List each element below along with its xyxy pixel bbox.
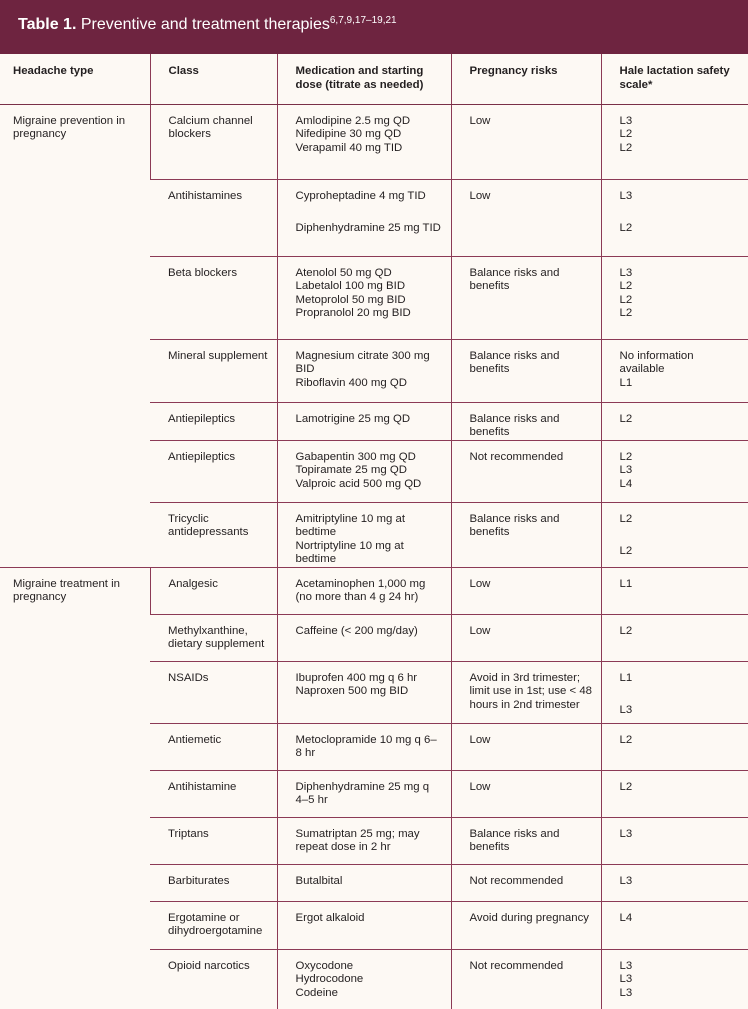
hale-scale-cell (601, 567, 748, 614)
hale-scale-cell-line: L2 (619, 450, 633, 463)
hale-scale-cell (601, 502, 748, 567)
hale-scale-cell-line: L3 (619, 986, 633, 999)
medication-cell-line: Labetalol 100 mg BID (295, 280, 406, 292)
medication-cell (277, 723, 451, 770)
header-pregnancy-risks: Pregnancy risks (451, 54, 601, 104)
hale-scale-cell-line: L1 (619, 671, 633, 684)
medication-cell-line: Gabapentin 300 mg QD (295, 450, 416, 463)
pregnancy-risk-cell: Not recommended (451, 864, 601, 901)
hale-scale-cell-line: L2 (619, 293, 633, 306)
class-cell: Antihistamines (150, 179, 277, 256)
hale-scale-cell-line: No information available (619, 349, 694, 375)
medication-cell (277, 502, 451, 567)
pregnancy-risk-cell: Balance risks and benefits (451, 502, 601, 567)
hale-scale-cell-line: L1 (619, 577, 633, 590)
medication-cell-line: Nortriptyline 10 mg at bedtime (295, 539, 404, 565)
hale-scale-cell-line: L2 (619, 280, 633, 292)
header-medication: Medication and starting dose (titrate as needed) (277, 54, 451, 104)
table-title (0, 0, 748, 54)
medication-cell (277, 614, 451, 661)
medication-cell-line: Nifedipine 30 mg QD (295, 128, 402, 140)
hale-scale-cell-line: L3 (619, 189, 633, 202)
pregnancy-risk-cell: Low (451, 723, 601, 770)
medication-cell-line: Hydrocodone (295, 973, 364, 985)
hale-scale-cell (601, 440, 748, 502)
medication-cell (277, 949, 451, 1009)
class-cell: Opioid narcotics (150, 949, 277, 1009)
hale-scale-cell-line (620, 685, 741, 704)
medication-cell-line: Naproxen 500 mg BID (295, 685, 409, 697)
table-title-text: Preventive and treatment therapies (76, 16, 330, 33)
header-headache-type: Headache type (0, 54, 150, 104)
hale-scale-cell-line: L2 (619, 412, 633, 425)
medication-cell (277, 104, 451, 179)
hale-scale-cell (601, 864, 748, 901)
class-cell: Antiemetic (150, 723, 277, 770)
class-cell: Analgesic (150, 567, 277, 614)
medication-cell-line: Cyproheptadine 4 mg TID (295, 189, 426, 202)
pregnancy-risk-cell: Low (451, 104, 601, 179)
table-body (0, 104, 748, 1009)
medication-cell-line: Amlodipine 2.5 mg QD (295, 114, 411, 127)
pregnancy-risk-cell: Low (451, 179, 601, 256)
headache-type-cell: Migraine prevention in pregnancy (0, 104, 150, 567)
medication-cell-line: Lamotrigine 25 mg QD (295, 412, 411, 425)
hale-scale-cell-line (620, 526, 741, 545)
therapies-table (0, 54, 748, 1009)
class-cell: Antiepileptics (150, 440, 277, 502)
pregnancy-risk-cell: Avoid in 3rd trimester; limit use in 1st; use < 48 hours in 2nd trimester (451, 661, 601, 723)
header-class: Class (150, 54, 277, 104)
hale-scale-cell-line: L2 (619, 780, 633, 793)
medication-cell-line: Ibuprofen 400 mg q 6 hr (295, 671, 418, 684)
hale-scale-cell-line: L2 (619, 545, 633, 557)
medication-cell (277, 567, 451, 614)
hale-scale-cell-line: L4 (619, 477, 633, 490)
hale-scale-cell-line: L3 (619, 266, 633, 279)
hale-scale-cell (601, 817, 748, 864)
hale-scale-cell-line: L2 (619, 141, 633, 154)
medication-cell-line: Acetaminophen 1,000 mg (no more than 4 g 24 hr) (295, 577, 426, 603)
medication-cell-line: Magnesium citrate 300 mg BID (295, 349, 430, 375)
medication-cell (277, 864, 451, 901)
hale-scale-cell (601, 402, 748, 440)
class-cell: Methylxanthine, dietary supplement (150, 614, 277, 661)
headache-type-cell: Migraine treatment in pregnancy (0, 567, 150, 1009)
class-cell: Antiepileptics (150, 402, 277, 440)
hale-scale-cell-line: L4 (619, 911, 633, 924)
class-cell: Triptans (150, 817, 277, 864)
medication-cell (277, 339, 451, 402)
medication-cell-line: Ergot alkaloid (295, 911, 365, 924)
pregnancy-risk-cell: Low (451, 614, 601, 661)
class-cell: NSAIDs (150, 661, 277, 723)
medication-cell-line: Riboflavin 400 mg QD (295, 376, 407, 389)
table-title-refs: 6,7,9,17–19,21 (329, 15, 397, 26)
medication-cell-line: Propranolol 20 mg BID (295, 307, 411, 319)
pregnancy-risk-cell: Not recommended (451, 440, 601, 502)
class-cell: Calcium channel blockers (150, 104, 277, 179)
hale-scale-cell (601, 949, 748, 1009)
medication-cell-line: Atenolol 50 mg QD (295, 266, 392, 279)
table-row (0, 567, 748, 614)
medication-cell (277, 901, 451, 949)
hale-scale-cell-line: L1 (619, 376, 633, 389)
medication-cell-line: Valproic acid 500 mg QD (295, 477, 422, 490)
hale-scale-cell-line: L2 (619, 733, 633, 746)
class-cell: Barbiturates (150, 864, 277, 901)
hale-scale-cell (601, 661, 748, 723)
hale-scale-cell-line: L3 (619, 973, 633, 985)
medication-cell-line: Caffeine (< 200 mg/day) (295, 624, 418, 637)
hale-scale-cell-line: L2 (619, 222, 633, 234)
hale-scale-cell-line: L3 (619, 114, 633, 127)
hale-scale-cell (601, 614, 748, 661)
pregnancy-risk-cell: Balance risks and benefits (451, 402, 601, 440)
medication-cell-line: Butalbital (295, 874, 343, 887)
medication-cell (277, 770, 451, 817)
pregnancy-risk-cell: Balance risks and benefits (451, 339, 601, 402)
medication-cell-line: Sumatriptan 25 mg; may repeat dose in 2 hr (295, 827, 420, 853)
medication-cell-line: Diphenhydramine 25 mg q 4–5 hr (295, 780, 430, 806)
pregnancy-risk-cell: Avoid during pregnancy (451, 901, 601, 949)
medication-cell-line: Oxycodone (295, 959, 354, 972)
class-cell: Antihistamine (150, 770, 277, 817)
table-row (0, 104, 748, 179)
table-header-row (0, 54, 748, 104)
hale-scale-cell-line: L2 (619, 512, 633, 525)
pregnancy-risk-cell: Not recommended (451, 949, 601, 1009)
hale-scale-cell (601, 256, 748, 339)
hale-scale-cell (601, 104, 748, 179)
medication-cell (277, 256, 451, 339)
hale-scale-cell-line: L3 (619, 704, 633, 716)
hale-scale-cell (601, 901, 748, 949)
class-cell: Beta blockers (150, 256, 277, 339)
medication-cell-line: Codeine (295, 986, 338, 999)
hale-scale-cell-line (620, 203, 741, 222)
pregnancy-risk-cell: Balance risks and benefits (451, 256, 601, 339)
hale-scale-cell (601, 339, 748, 402)
hale-scale-cell (601, 179, 748, 256)
hale-scale-cell-line: L3 (619, 959, 633, 972)
medication-cell (277, 661, 451, 723)
pregnancy-risk-cell: Low (451, 567, 601, 614)
class-cell: Ergotamine or dihydroergotamine (150, 901, 277, 949)
class-cell: Tricyclic antidepressants (150, 502, 277, 567)
hale-scale-cell-line: L3 (619, 464, 633, 476)
medication-cell-line (296, 203, 443, 222)
hale-scale-cell-line: L2 (619, 624, 633, 637)
table-title-label: Table 1. (18, 16, 77, 33)
hale-scale-cell (601, 770, 748, 817)
header-hale-scale: Hale lactation safety scale* (601, 54, 748, 104)
medication-cell-line: Verapamil 40 mg TID (295, 141, 403, 154)
hale-scale-cell-line: L3 (619, 874, 633, 887)
medication-cell (277, 440, 451, 502)
medication-cell-line: Metoprolol 50 mg BID (295, 293, 406, 306)
medication-cell (277, 817, 451, 864)
pregnancy-risk-cell: Balance risks and benefits (451, 817, 601, 864)
pregnancy-risk-cell: Low (451, 770, 601, 817)
medication-cell (277, 179, 451, 256)
medication-cell-line: Topiramate 25 mg QD (295, 464, 407, 476)
hale-scale-cell (601, 723, 748, 770)
medication-cell-line: Metoclopramide 10 mg q 6–8 hr (295, 733, 437, 759)
hale-scale-cell-line: L3 (619, 827, 633, 840)
medication-cell-line: Diphenhydramine 25 mg TID (295, 222, 441, 234)
medication-cell (277, 402, 451, 440)
hale-scale-cell-line: L2 (619, 128, 633, 140)
hale-scale-cell-line: L2 (619, 307, 633, 319)
class-cell: Mineral supplement (150, 339, 277, 402)
medication-cell-line: Amitriptyline 10 mg at bedtime (295, 512, 406, 538)
